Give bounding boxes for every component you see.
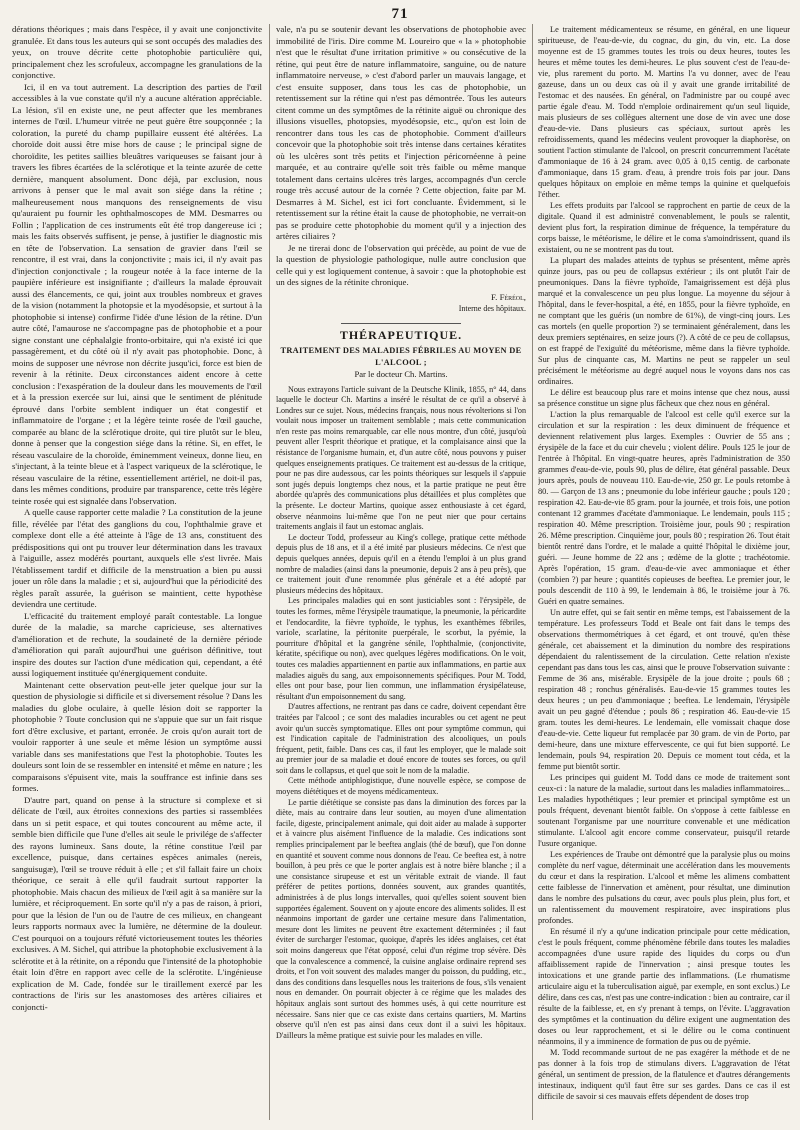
paragraph: Maintenant cette observation peut-elle jeter quelque jour sur la question de physiologie si difficile et si diversement résolue ? Dans les maladies du globe oculaire, à quelle lésion doit se rapporter la photophobie ? Toute conclusion qui ne s'appuie que sur un fait risque fort d'être exclusive, et partant, erronée. Je crois qu'on aurait tort de vouloir rapporter à une seule et même lésion un symptôme aussi variable dans ses manifestations que l'est la photophobie. Toutes les douleurs sont loin de se ressembler en intensité et même en nature ; les comparaisons s'épuisent vite, mais la souffrance est infinie dans ses formes. — [12, 679, 262, 793]
paragraph: dérations théoriques ; mais dans l'espèce, il y avait une conjonctivite granulée. Et dans tous les auteurs qui se sont occupés des maladies des yeux, on trouve décrite cette photophobie particulière qui, principalement chez les scrofuleux, accompagne les granulations de la conjonctive. — [12, 24, 262, 80]
paragraph: Le délire est beaucoup plus rare et moins intense que chez nous, aussi sa présence constitue un signe plus fâcheux que chez nous en général. — [538, 388, 790, 408]
column-right — [538, 24, 790, 1120]
paragraph: Les expériences de Traube ont démontré que la paralysie plus ou moins complète du nerf vague, déterminait une accélération dans les mouvements du cœur et dans la respiration. L'alcool et même les alimens combattent cette faiblesse de l'innervation et amènent, pour résultat, une diminution dans le nombre des pulsations du cœur, avec pouls plus plein, plus fort, et un ralentissement du mouvement respiratoire, avec inspirations plus profondes. — [538, 850, 790, 925]
paragraph: Un autre effet, qui se fait sentir en même temps, est l'abaissement de la température. Les professeurs Todd et Beale ont fait dans le temps des observations thermométriques à cet égard, et ont trouvé, qu'en thèse générale, cet abaissement et la diminution du nombre des respirations dépendaient du ralentissement de la circulation. Cette relation n'existe cependant pas dans tous les cas, ainsi que le prouve l'observation suivante : Femme de 36 ans, misérable. Erysipèle de la joue droite ; pouls 68 ; respiration 48 ; ronchus généralisés. Eau-de-vie 15 grammes toutes les deux heures ; un peu d'ammoniaque ; beeftea. Le lendemain, l'érysipèle avait un peu gagné d'étendue ; pouls 86 ; respiration 46. Eau-de-vie 15 gram. toutes les demi-heures. Le lendemain, elle vomissait chaque dose d'eau-de-vie. Cette liqueur fut remplacée par 30 gram. de vin de Porto, par demi-heure, dans une mixture effervescente, ce qui fut bien supporté. Le lendemain, pouls 94, respiration 20. Depuis ce moment tout céda, et la femme put bientôt sortir. — [538, 608, 790, 771]
paragraph: Ici, il en va tout autrement. La description des parties de l'œil accessibles à la vue constate qu'il n'y a aucune altération appréciable. La lésion, s'il en existe une, ne peut affecter que les membranes internes de l'œil. L'humeur vitrée ne peut guère être soupçonnée ; la coloration, la pureté du champ pupillaire eussent été altérées. La choroïde doit aussi être mise hors de cause ; le principal signe de choroïdite, les petites saillies bleuâtres variqueuses se faisant jour à travers les fibres écartées de la sclérotique et la teinte azurée de cette dernière, manquent absolument. Donc déjà, par exclusion, nous arrivons à penser que le mal avait son siége dans la rétine ; malheureusement nous manquons des renseignements de visu qu'auraient pu fournir les ophthalmoscopes de MM. Desmarres ou Follin ; l'application de ces instruments eût été trop dangereuse ici ; mais les faits observés suffisent, je pense, à justifier le diagnostic mis en tête de l'observation. La sensation de gravier dans l'œil se rencontre, il est vrai, dans la conjonctivite ; mais ici, il n'y avait pas d'injection conjonctivale ; la rougeur notée à la face interne de la paupière inférieure est insignifiante ; d'ailleurs la malade éprouvait aussi des élancements, ce qui, joint aux troubles nombreux et graves de la vision (notamment la photopsie et la myodésopsie, et surtout à la photophobie si intense) confirme l'idée d'une lésion de la rétine. D'un autre côté, l'amaurose ne s'accompagne pas de photophobie et a pour signe constant une céphalalgie fronto-orbitaire, qui n'a existé ici que passagèrement, et du côté où il n'y avait pas photophobie. Donc, à moins de supposer une névrose non décrite jusqu'ici, force est bien de revenir à la rétinite. Deux circonstances aident encore à cette conclusion : l'exaspération de la douleur dans les mouvements de l'œil et à la pression exercée sur lui, ainsi que le sentiment de plénitude éprouvé dans l'orbite semblent indiquer un état congestif et inflammatoire de l'organe ; et la légère teinte rosée de l'œil gauche, comparée au blanc de la sclérotique droite, qui tire plutôt sur le bleu, donne à penser que la congestion siége dans la rétine. Si, en effet, le réseau vasculaire de la choroïde, éminemment veineux, donne lieu, en s'injectant, à la teinte bleue et à l'aspect variqueux de la sclérotique, le réseau vasculaire de la rétine, essentiellement artériel, ne doit-il pas, dans les mêmes conditions, produire par transparence, cette très légère teinte rosée qui est signalée dans l'observation. — [12, 81, 262, 506]
paragraph: L'efficacité du traitement employé paraît contestable. La longue durée de la maladie, sa marche capricieuse, ses alternatives d'amélioration et de rechute, la soudaineté de la dernière période d'amélioration qui paraît aujourd'hui une guérison définitive, tout inspire des doutes sur l'action d'une médication qui, cependant, a été aussi logiquement instituée qu'énergiquement conduite. — [12, 610, 262, 678]
column-middle — [276, 24, 526, 1120]
paragraph: D'autre part, quand on pense à la structure si complexe et si délicate de l'œil, aux étroites connexions des parties si rassemblées dans un si petit espace, et qui toutes concourent au même acte, il semble bien difficile que l'une d'elles ait seule le privilége de s'affecter des rayons lumineux. Sans doute, la rétine constitue l'œil par excellence, puisque, dans certaines espèces animales (nereis, sanguisugæ), l'œil se trouve réduit à elle ; et s'il fallait faire un choix théorique, ce serait à elle qu'il faudrait surtout rapporter la photophobie. Mais chacun des milieux de l'œil agit à sa manière sur la lumière, et réciproquement. En sorte qu'il n'y a pas de raison, à priori, pour que la lésion de l'un ou de l'autre de ces milieux, en changeant leurs rapports normaux avec la lumière, ne détermine de la douleur. C'est pourquoi on a toujours réfuté victorieusement toutes les théories exclusives. A M. Sichel, qui attribue la photophobie exclusivement à la sclérotite et à la rétinite, on a répondu que l'intensité de la photophobie était loin d'être en rapport avec celle de la sclérotite. L'ingénieuse explication de M. Cade, fondée sur le tiraillement exercé par les contractions de l'iris sur les anastomoses des artères ciliaires et conjoncti- — [12, 794, 262, 1012]
paragraph: Le traitement médicamenteux se résume, en général, en une liqueur spiritueuse, de l'eau-de-vie, du cognac, du gin, du vin, etc. La dose moyenne est de 15 grammes toutes les trois ou deux heures, toutes les heures et même toutes les demi-heures. Le plus souvent c'est de l'eau-de-vie, plus rarement du porto. M. Martins l'a vu donner, avec de l'eau gazeuse, dans un ou deux cas où il y avait une grande irritabilité de l'estomac et des nausées. En général, on l'administre par ou coupé avec partie égale d'eau. M. Todd n'emploie ordinairement qu'un seul liquide, mais plusieurs de ses collègues alternent une dose de vin avec une dose d'eau-de-vie. Dans plusieurs cas spéciaux, surtout après les refroidissements, quand les médecins veulent provoquer la diaphorèse, on soutient l'action stimulante de l'alcool, on prescrit concurremment l'acétate d'ammoniaque de 16 à 24 gram. avec 0,05 à 0,15 centig. de carbonate d'ammoniaque, dans 15 gram. d'eau, à prendre trois fois par jour. Dans quelques hôpitaux on emploie en même temps la quinine et quelquefois l'éther. — [538, 25, 790, 199]
article-author: Par le docteur Ch. Martins. — [354, 369, 448, 379]
column-rule-left — [269, 24, 270, 1120]
paragraph: Le partie diététique se consiste pas dans la diminution des forces par la diète, mais au contraire dans leur soutien, au moyen d'une alimentation facile, digeste, principalement animale, qui doit aider au malade à supporter et à vaincre plus aisément l'influence de la maladie. Ces indications sont remplies principalement par le beeftea anglais (thé de bœuf), que l'on donne en quantité et souvent comme nous donnons de l'eau. Ce beeftea est, à notre bouillon, à peu près ce que le porter anglais est à notre bière blanche ; il a une consistance sirupeuse et est un véritable extrait de viande. Il faut préférer de petites portions, données souvent, aux grandes quantités, administrées à de plus longs intervalles, quoi qu'elles soient souvent bien supportées également. Souvent on y ajoute encore des aliments solides. Il est néanmoins important de garder une certaine mesure dans l'alimentation, mesure dont les limites ne peuvent être exactement déterminées ; il faut éviter de surcharger l'estomac, quoique, d'après les idées anglaises, cet état soit moins dangereux que l'état opposé, celui d'un régime trop sévère. Dès que la convalescence a commencé, la cuisine anglaise ordinaire reprend ses droits, et l'on voit souvent des malades manger du poisson, du pudding, etc., dans des conditions dans lesquelles nous les traiterions de fous, s'ils venaient nous en demander. On pourrait objecter à ce régime que les malades des hôpitaux anglais sont surtout des hommes usés, à qui cette nourriture est nécessaire. Sans nier que ce cas existe dans certains quartiers, M. Martins observe qu'il n'en est pas ainsi dans ceux dont il a suivi les hôpitaux. D'ailleurs la même pratique est suivie pour les malades en ville. — [276, 797, 526, 1040]
section-heading: THÉRAPEUTIQUE. — [339, 327, 463, 342]
column-rule-right — [532, 24, 533, 1120]
paragraph: Je ne tirerai donc de l'observation qui précède, au point de vue de la question de physiologie pathologique, nulle autre conclusion que celle qui y est logiquement contenue, à savoir : que la photophobie est un des signes de la rétinite chronique. — [276, 242, 526, 287]
paragraph: D'autres affections, ne rentrant pas dans ce cadre, doivent cependant être traitées par l'alcool ; ce sont des maladies incurables ou cet agent ne peut avoir qu'un succès symptomatique. Elles ont pour symptôme commun, qui est l'indication capitale de l'administration des alcooliques, un pouls fréquent, petit, faible. Dans ces cas, il faut les employer, que le malade soit au premier jour de sa maladie et doué encore de toutes ses forces, ou qu'il soit dans le collapsus, et quel que soit le nom de la maladie. — [276, 702, 526, 775]
page-number: 71 — [391, 6, 409, 22]
article-title: TRAITEMENT DES MALADIES FÉBRILES AU MOYEN DE L'ALCOOL ; — [280, 346, 522, 367]
paragraph: vale, n'a pu se soutenir devant les observations de photophobie avec immobilité de l'iris. Dire comme M. Loureiro que « la » photophobie n'est que le résultat d'une irritation primitive » ou consécutive de la rétine, qui peut être de nature inflammatoire, sanguine, ou de nature inflammatoire nerveuse, » c'est d'abord parler un mauvais langage, et c'est ensuite supposer, dans tous les cas de photophobie, un retentissement sur la rétine qui n'est pas démontrée. Tous les auteurs citent comme un des symptômes de la rétinite aiguë ou chronique des illusions visuelles, photopsies, myodésopsie, etc., qu'on est loin de rencontrer dans tous les cas de photophobie. Comment d'ailleurs concevoir que la photophobie soit très intense dans certaines kératites où les ulcères sont très petits et l'injection péricornéenne à peine marquée, et au contraire qu'elle soit très faible ou même manque totalement dans certains ulcères très larges, accompagnés d'un cercle rouge très accusé autour de la cornée ? Cette objection, faite par M. Desmarres à M. Sichel, est ici fort concluante. Évidemment, si le retentissement sur la rétine était la cause de photophobie, ne verrait-on pas se produire cette photophobie du moment qu'il y a injection des artères ciliaires ? — [276, 24, 526, 241]
author-title: Interne des hôpitaux. — [458, 304, 526, 313]
paragraph: Les principales maladies qui en sont justiciables sont : l'érysipèle, de toutes les formes, même l'érysipèle traumatique, la pneumonie, la péricardite et l'endocardite, la fièvre typhoïde, le typhus, les exanthèmes fébriles, variole, scarlatine, la péritonite puerpérale, le scorbut, la pyémie, la pourriture d'hôpital et la gangrène sénile, l'ophthalmie, (conjonctivite, kératite, spécifique ou non), avec quelques légères modifications. On le voit, toutes ces maladies appartiennent en partie aux inflammations, en partie aux maladies aiguës du sang, aux empoisonnements spécifiques. Pour M. Todd, elles ont pour base, pour lien commun, une inflammation érysipélateuse, résultant d'un empoisonnement du sang. — [276, 596, 526, 701]
author-signature: F. Féréol, — [490, 291, 526, 302]
section-divider — [341, 323, 461, 324]
paragraph: En résumé il n'y a qu'une indication principale pour cette médication, c'est le pouls fréquent, comme phénomène fébrile dans toutes les maladies accompagnées d'une usure rapide des liquides du corps ou d'un affaiblissement rapide de l'innervation ; ainsi presque toutes les intoxications et une grande partie des inflammations. (Le rhumatisme articulaire aigu et la tuberculisation aiguë, par exemple, en sont exclus.) Le délire, dans ces cas, n'est pas une contre-indication : bien au contraire, car il résulte de la faiblesse, et, en s'y prenant à temps, on l'évite. L'aggravation des symptômes et la continuation du délire exigent une augmentation des doses ou leur rapprochement, et si le délire ou le coma continuent néanmoins, il y a imminence de formation de pus ou de pyémie. — [538, 927, 790, 1046]
paragraph: L'action la plus remarquable de l'alcool est celle qu'il exerce sur la circulation et sur la respiration : les deux diminuent de fréquence et deviennent relativement plus larges. Exemples : Ouvrier de 55 ans ; érysipèle de la face et du cuir chevelu ; violent délire. Pouls 125 le jour de l'entrée à l'hôpital. En vingt-quatre heures, après l'administration de 350 grammes d'eau-de-vie, pouls 90, plus de délire, état général passable. Deux jours après, pouls de nouveau 110. Eau-de-vie, 250 gr. Le pouls retombe à 80. — Garçon de 13 ans ; pneumonie du lobe inférieur gauche ; pouls 120 ; respiration 42. Eau-de-vie 85 gram. pour la journée, et trois fois, une potion contenant 12 grammes d'acétate d'ammoniaque. Le lendemain, pouls 115 ; respiration 40. Même prescription. Troisième jour, pouls 90 ; respiration 26. Même prescription. Cinquième jour, pouls 80 ; respiration 26. Tout était bientôt rentré dans l'ordre, et le malade a quitté l'hôpital le dixième jour, guéri. — Jeune homme de 22 ans ; œdème de la glotte ; trachéotomie. Après l'opération, 15 gram. d'eau-de-vie avec ammoniaque et éther (combien ?) par heure ; quantités copieuses de beeftea. Le premier jour, le pouls descendit de 110 à 99, le lendemain à 86, le troisième jour à 76. Guéri en quatre semaines. — [538, 410, 790, 606]
paragraph: Nous extrayons l'article suivant de la Deutsche Klinik, 1855, n° 44, dans laquelle le docteur Ch. Martins a inséré le résultat de ce qu'il a observé à Londres sur ce sujet. Nous, médecins français, nous nous révolterions si l'on voulait nous imposer un traitement semblable ; mais cette communication n'en reste pas moins remarquable, car elle nous montre, d'un côté, jusqu'où peuvent aller l'esprit théorique et pratique, et la complaisance ainsi que la résistance de l'organisme humain, et, d'un autre côté, nous pouvons y puiser quelques enseignements pratiques. Ce traitement est au-dessus de la critique, pour ne pas dire audessous, car les points théoriques sur lesquels il s'appuie sont jugés depuis longtemps chez nous, et la partie pratique ne peut être abordée qu'après des communications plus détaillées et plus complètes que la présente. Le docteur Martins, quoique assez enthousiaste à cet égard, observe néanmoins lui-même que l'on ne peut nier que pour certains traitements anglais il faut un estomac anglais. — [276, 384, 526, 532]
column-left — [12, 24, 262, 1120]
paragraph: La plupart des malades atteints de typhus se présentent, même après quinze jours, pas ou peu de collapsus extérieur ; ils ont plutôt l'air de pneumoniques. Dans la fièvre typhoïde, l'amaigrissement est déjà plus marqué et la convalescence un peu plus longue. La moyenne du séjour à l'hôpital, dans le fever-hospital, a été, en 1855, pour la fièvre typhoïde, en ne comptant que les guéris (un nombre de 61%), de vingt-cinq jours. Les cas mortels (en quelle proportion ?) se terminaient généralement, dans les deux premiers septénaires, en seize jours (?). A côté de ce peu de collapsus, on est frappé de l'exiguïté du météorisme, même dans la fièvre typhoïde. Sur plus de cinquante cas, M. Martins ne peut se rappeler un seul précisément le météorisme au degré auquel nous le voyons dans nos cas ordinaires. — [538, 256, 790, 386]
paragraph: Les principes qui guident M. Todd dans ce mode de traitement sont ceux-ci : la nature de la maladie, surtout dans les maladies inflammatoires... Les maladies hypothétiques ; leur premier et principal symptôme est un pouls fréquent, devenant bientôt faible. On s'oppose à cette faiblesse en soutenant l'organisme par une nourriture convenable et une médication stimulante. L'alcool agit encore comme conservateur, puisqu'il retarde l'usure organique. — [538, 773, 790, 848]
paragraph: Les effets produits par l'alcool se rapprochent en partie de ceux de la digitale. Quand il est administré convenablement, le pouls se ralentit, devient plus fort, la respiration diminue de fréquence, la température du corps baisse, le météorisme, le délire et le coma s'amoindrissent, quand ils existaient, ou ne se montrent pas du tout. — [538, 201, 790, 254]
paragraph: A quelle cause rapporter cette maladie ? La constitution de la jeune fille, révélée par l'état des ganglions du cou, l'ophthalmie grave et complexe dont elle a été atteinte à l'âge de 13 ans, constituent des prédispositions qui ont pu trouver leur détermination dans les travaux à l'aiguille, assez modérés pourtant, auxquels elle s'est livrée. Mais l'établissement tardif et difficile de la menstruation a bien pu aussi jouer un rôle dans la maladie ; et si, aujourd'hui que la périodicité des règles paraît assurée, la guérison se maintient, cette hypothèse deviendra une certitude. — [12, 507, 262, 609]
paragraph: Cette méthode antiphlogistique, d'une nouvelle espèce, se compose de moyens diététiques et de moyens médicamenteux. — [276, 776, 526, 797]
paragraph: Le docteur Todd, professeur au King's college, pratique cette méthode depuis plus de 18 ans, et il a été imité par plusieurs médecins. Ce n'est que depuis quelques années, depuis qu'il en a étendu l'emploi à un plus grand nombre de maladies (ainsi dans la pneumonie, depuis 2 ans à peu près), que ce traitement jouit d'une renommée plus générale et a été adopté par plusieurs médecins des hôpitaux. — [276, 532, 526, 595]
paragraph: M. Todd recommande surtout de ne pas exagérer la méthode et de ne pas donner à la fois trop de stimulans divers. L'aggravation de l'état général, un sentiment de pression, de la flatulence et d'autres dérangements intestinaux, indiquent qu'il faut être sur ses gardes. Dans ce cas il est difficile de savoir si ces mauvais effets dépendent de doses trop — [538, 1048, 790, 1101]
